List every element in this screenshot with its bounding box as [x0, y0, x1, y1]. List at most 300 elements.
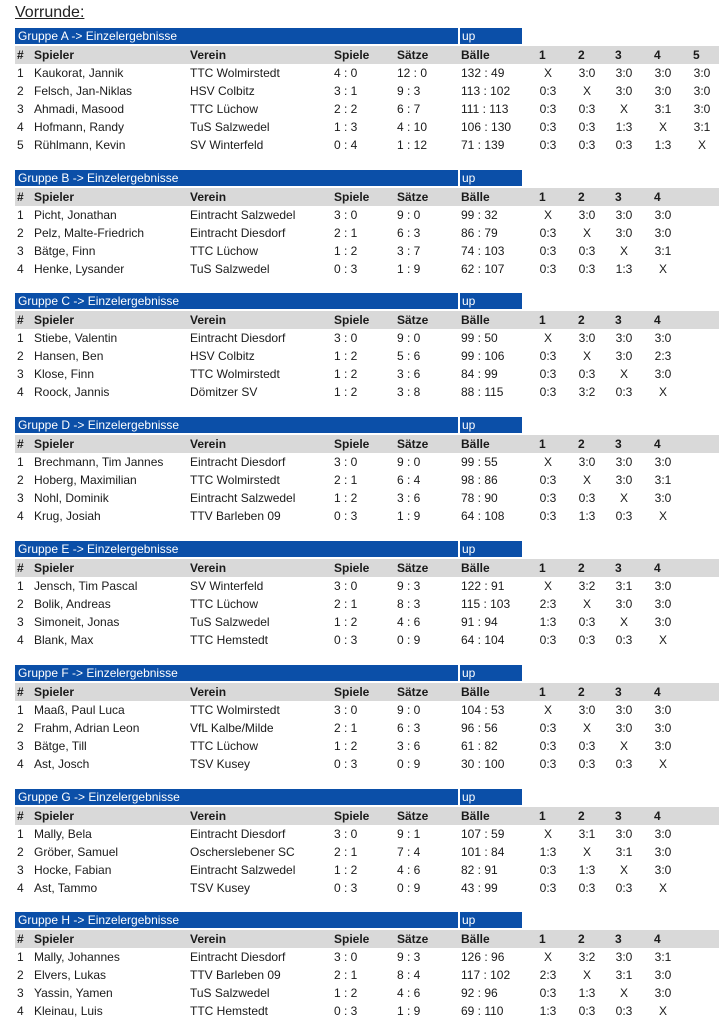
match-result: X — [582, 845, 591, 859]
rank: 2 — [17, 597, 24, 611]
match-result: 0:3 — [578, 881, 596, 895]
club-name: TTC Hemstedt — [190, 1004, 269, 1018]
sets-score: 3 : 8 — [397, 385, 421, 399]
club-name: HSV Colbitz — [190, 84, 255, 98]
match-result: 0:3 — [539, 881, 557, 895]
col-header-balls: Bälle — [461, 48, 490, 62]
match-result: X — [658, 881, 667, 895]
balls-score: 107 : 59 — [461, 827, 505, 841]
match-result: 3:0 — [615, 597, 633, 611]
rank: 2 — [17, 473, 24, 487]
sets-score: 4 : 6 — [397, 615, 421, 629]
player-name: Krug, Josiah — [34, 509, 101, 523]
sets-score: 4 : 6 — [397, 863, 421, 877]
match-result: 3:0 — [615, 455, 633, 469]
games-score: 4 : 0 — [334, 66, 358, 80]
match-result: 0:3 — [578, 367, 596, 381]
match-result: 3:0 — [654, 827, 672, 841]
match-result: 3:0 — [654, 986, 672, 1000]
balls-score: 69 : 110 — [461, 1004, 504, 1018]
match-result: 0:3 — [615, 385, 633, 399]
player-name: Rühlmann, Kevin — [34, 138, 126, 152]
balls-score: 74 : 103 — [461, 244, 505, 258]
balls-score: 99 : 55 — [461, 455, 498, 469]
col-header-games: Spiele — [334, 932, 370, 946]
group-title[interactable]: Gruppe E -> Einzelergebnisse — [15, 541, 458, 557]
sets-score: 9 : 0 — [397, 455, 421, 469]
sets-score: 9 : 3 — [397, 579, 421, 593]
col-header-num: # — [17, 685, 24, 699]
group-header — [15, 912, 719, 928]
balls-score: 99 : 50 — [461, 331, 498, 345]
group-header — [15, 28, 719, 44]
player-name: Hofmann, Randy — [34, 120, 125, 134]
match-result: 3:0 — [654, 597, 672, 611]
match-result: 1:3 — [615, 262, 633, 276]
match-result: 3:0 — [654, 845, 672, 859]
col-header-opponent: 2 — [578, 809, 585, 823]
match-result: 0:3 — [615, 1004, 633, 1018]
match-result: 0:3 — [578, 615, 596, 629]
balls-score: 64 : 104 — [461, 633, 505, 647]
match-result: 3:0 — [654, 455, 672, 469]
club-name: Eintracht Diesdorf — [190, 331, 286, 345]
col-header-club: Verein — [190, 313, 227, 327]
col-header-player: Spieler — [34, 437, 75, 451]
sets-score: 6 : 3 — [397, 226, 421, 240]
col-header-balls: Bälle — [461, 190, 490, 204]
match-result: 0:3 — [578, 138, 596, 152]
col-header-sets: Sätze — [397, 437, 429, 451]
match-result: 3:1 — [615, 845, 633, 859]
sets-score: 4 : 10 — [397, 120, 428, 134]
match-result: 3:0 — [615, 703, 633, 717]
rank: 3 — [17, 615, 24, 629]
col-header-opponent: 1 — [539, 437, 546, 451]
games-score: 1 : 2 — [334, 739, 358, 753]
match-result: 0:3 — [539, 385, 557, 399]
rank: 3 — [17, 739, 24, 753]
balls-score: 132 : 49 — [461, 66, 505, 80]
table-row — [15, 879, 719, 897]
balls-score: 98 : 86 — [461, 473, 498, 487]
col-header-player: Spieler — [34, 48, 75, 62]
balls-score: 62 : 107 — [461, 262, 505, 276]
player-name: Brechmann, Tim Jannes — [34, 455, 164, 469]
col-header-club: Verein — [190, 932, 227, 946]
club-name: TTC Wolmirstedt — [190, 367, 280, 381]
games-score: 0 : 3 — [334, 757, 358, 771]
rank: 4 — [17, 262, 24, 276]
col-header-opponent: 4 — [654, 809, 661, 823]
match-result: 0:3 — [578, 120, 596, 134]
player-name: Elvers, Lukas — [34, 968, 107, 982]
table-row — [15, 242, 719, 260]
table-row — [15, 471, 719, 489]
games-score: 3 : 0 — [334, 331, 358, 345]
col-header-games: Spiele — [334, 809, 370, 823]
match-result: 3:0 — [654, 84, 672, 98]
games-score: 3 : 0 — [334, 703, 358, 717]
balls-score: 104 : 53 — [461, 703, 505, 717]
table-row — [15, 825, 719, 843]
up-link[interactable]: up — [460, 28, 522, 44]
table-row — [15, 966, 719, 984]
sets-score: 9 : 0 — [397, 703, 421, 717]
match-result: 2:3 — [654, 349, 672, 363]
balls-score: 106 : 130 — [461, 120, 512, 134]
games-score: 2 : 1 — [334, 721, 358, 735]
match-result: 0:3 — [539, 262, 557, 276]
group-title[interactable]: Gruppe A -> Einzelergebnisse — [15, 28, 458, 44]
table-row — [15, 82, 719, 100]
sets-score: 1 : 12 — [397, 138, 428, 152]
sets-score: 6 : 4 — [397, 473, 421, 487]
up-link[interactable]: up — [460, 541, 522, 557]
col-header-club: Verein — [190, 809, 227, 823]
match-result: 0:3 — [578, 491, 596, 505]
player-name: Hoberg, Maximilian — [34, 473, 137, 487]
table-header-row — [15, 46, 719, 64]
group-header — [15, 541, 719, 557]
col-header-player: Spieler — [34, 809, 75, 823]
balls-score: 30 : 100 — [461, 757, 505, 771]
table-row — [15, 701, 719, 719]
col-header-sets: Sätze — [397, 313, 429, 327]
table-row — [15, 1002, 719, 1020]
col-header-club: Verein — [190, 561, 227, 575]
match-result: 1:3 — [578, 863, 596, 877]
col-header-num: # — [17, 437, 24, 451]
group-title[interactable]: Gruppe B -> Einzelergebnisse — [15, 170, 458, 186]
match-result: 3:0 — [615, 950, 633, 964]
match-result: 3:0 — [654, 66, 672, 80]
table-row — [15, 365, 719, 383]
col-header-opponent: 1 — [539, 932, 546, 946]
player-name: Ast, Josch — [34, 757, 90, 771]
table-header-row — [15, 435, 719, 453]
table-header-row — [15, 559, 719, 577]
group-table — [15, 912, 719, 1020]
match-result: 1:3 — [539, 1004, 557, 1018]
player-name: Kaukorat, Jannik — [34, 66, 124, 80]
match-result: 3:0 — [578, 455, 596, 469]
col-header-num: # — [17, 190, 24, 204]
col-header-opponent: 3 — [615, 685, 622, 699]
rank: 3 — [17, 367, 24, 381]
group-title[interactable]: Gruppe D -> Einzelergebnisse — [15, 417, 458, 433]
match-result: 0:3 — [539, 120, 557, 134]
col-header-games: Spiele — [334, 437, 370, 451]
col-header-opponent: 3 — [615, 313, 622, 327]
up-link[interactable]: up — [460, 912, 522, 928]
col-header-opponent: 1 — [539, 809, 546, 823]
rank: 4 — [17, 120, 24, 134]
up-link[interactable]: up — [460, 170, 522, 186]
player-name: Bätge, Finn — [34, 244, 96, 258]
rank: 2 — [17, 968, 24, 982]
rank: 1 — [17, 950, 24, 964]
rank: 3 — [17, 102, 24, 116]
col-header-opponent: 1 — [539, 190, 546, 204]
match-result: 3:0 — [578, 208, 596, 222]
match-result: X — [658, 1004, 667, 1018]
games-score: 0 : 3 — [334, 262, 358, 276]
col-header-player: Spieler — [34, 685, 75, 699]
balls-score: 61 : 82 — [461, 739, 498, 753]
group-title[interactable]: Gruppe F -> Einzelergebnisse — [15, 665, 458, 681]
rank: 1 — [17, 208, 24, 222]
table-row — [15, 631, 719, 649]
col-header-num: # — [17, 932, 24, 946]
player-name: Ahmadi, Masood — [34, 102, 125, 116]
group-table — [15, 28, 719, 154]
player-name: Hocke, Fabian — [34, 863, 112, 877]
table-row — [15, 984, 719, 1002]
col-header-balls: Bälle — [461, 313, 490, 327]
player-name: Simoneit, Jonas — [34, 615, 120, 629]
match-result: X — [543, 579, 552, 593]
match-result: 0:3 — [539, 102, 557, 116]
rank: 1 — [17, 579, 24, 593]
balls-score: 92 : 96 — [461, 986, 498, 1000]
sets-score: 3 : 6 — [397, 367, 421, 381]
games-score: 0 : 3 — [334, 1004, 358, 1018]
match-result: 1:3 — [539, 615, 557, 629]
club-name: TuS Salzwedel — [190, 262, 270, 276]
player-name: Bolik, Andreas — [34, 597, 111, 611]
match-result: X — [543, 66, 552, 80]
match-result: 3:1 — [654, 950, 672, 964]
balls-score: 99 : 106 — [461, 349, 505, 363]
balls-score: 88 : 115 — [461, 385, 504, 399]
sets-score: 1 : 9 — [397, 1004, 421, 1018]
match-result: 1:3 — [615, 120, 633, 134]
match-result: X — [582, 968, 591, 982]
match-result: 1:3 — [654, 138, 672, 152]
player-name: Pelz, Malte-Friedrich — [34, 226, 145, 240]
match-result: 0:3 — [539, 244, 557, 258]
player-name: Ast, Tammo — [34, 881, 98, 895]
rank: 2 — [17, 84, 24, 98]
sets-score: 9 : 0 — [397, 208, 421, 222]
sets-score: 8 : 3 — [397, 597, 421, 611]
match-result: 3:0 — [615, 208, 633, 222]
col-header-sets: Sätze — [397, 685, 429, 699]
club-name: TTC Lüchow — [190, 102, 259, 116]
col-header-opponent: 3 — [615, 932, 622, 946]
games-score: 3 : 0 — [334, 208, 358, 222]
club-name: SV Winterfeld — [190, 138, 264, 152]
group-title[interactable]: Gruppe H -> Einzelergebnisse — [15, 912, 458, 928]
balls-score: 111 : 113 — [461, 102, 509, 116]
match-result: 3:0 — [578, 703, 596, 717]
player-name: Gröber, Samuel — [34, 845, 119, 859]
sets-score: 3 : 6 — [397, 491, 421, 505]
sets-score: 9 : 3 — [397, 950, 421, 964]
group-header — [15, 170, 719, 186]
match-result: 3:0 — [615, 349, 633, 363]
col-header-num: # — [17, 809, 24, 823]
sets-score: 4 : 6 — [397, 986, 421, 1000]
match-result: 3:0 — [615, 226, 633, 240]
up-link[interactable]: up — [460, 293, 522, 309]
player-name: Stiebe, Valentin — [34, 331, 118, 345]
games-score: 2 : 2 — [334, 102, 358, 116]
club-name: TTC Wolmirstedt — [190, 703, 280, 717]
match-result: 3:0 — [654, 703, 672, 717]
match-result: 2:3 — [539, 597, 557, 611]
club-name: Eintracht Salzwedel — [190, 863, 296, 877]
match-result: X — [619, 367, 628, 381]
club-name: Eintracht Diesdorf — [190, 455, 286, 469]
player-name: Kleinau, Luis — [34, 1004, 103, 1018]
match-result: 3:1 — [615, 579, 633, 593]
match-result: 3:0 — [654, 615, 672, 629]
games-score: 0 : 4 — [334, 138, 358, 152]
match-result: 0:3 — [539, 986, 557, 1000]
col-header-balls: Bälle — [461, 685, 490, 699]
col-header-opponent: 3 — [615, 48, 622, 62]
col-header-opponent: 4 — [654, 48, 661, 62]
player-name: Maaß, Paul Luca — [34, 703, 125, 717]
club-name: Eintracht Diesdorf — [190, 827, 286, 841]
table-row — [15, 100, 719, 118]
col-header-opponent: 4 — [654, 437, 661, 451]
player-name: Blank, Max — [34, 633, 94, 647]
col-header-opponent: 1 — [539, 313, 546, 327]
match-result: X — [582, 721, 591, 735]
up-link[interactable]: up — [460, 417, 522, 433]
match-result: 0:3 — [539, 509, 557, 523]
match-result: 3:0 — [654, 226, 672, 240]
match-result: 3:1 — [615, 968, 633, 982]
col-header-balls: Bälle — [461, 809, 490, 823]
match-result: 3:0 — [615, 827, 633, 841]
page-title: Vorrunde: — [15, 4, 85, 21]
rank: 2 — [17, 226, 24, 240]
games-score: 1 : 3 — [334, 120, 358, 134]
sets-score: 0 : 9 — [397, 633, 421, 647]
games-score: 3 : 0 — [334, 827, 358, 841]
table-row — [15, 453, 719, 471]
col-header-club: Verein — [190, 48, 227, 62]
group-title[interactable]: Gruppe C -> Einzelergebnisse — [15, 293, 458, 309]
games-score: 2 : 1 — [334, 845, 358, 859]
club-name: Dömitzer SV — [190, 385, 258, 399]
games-score: 3 : 0 — [334, 579, 358, 593]
club-name: TTC Wolmirstedt — [190, 66, 280, 80]
match-result: 0:3 — [539, 739, 557, 753]
player-name: Frahm, Adrian Leon — [34, 721, 140, 735]
col-header-games: Spiele — [334, 561, 370, 575]
match-result: X — [619, 986, 628, 1000]
table-row — [15, 948, 719, 966]
sets-score: 0 : 9 — [397, 757, 421, 771]
col-header-balls: Bälle — [461, 932, 490, 946]
match-result: 0:3 — [578, 739, 596, 753]
group-table — [15, 293, 719, 401]
games-score: 1 : 2 — [334, 615, 358, 629]
table-row — [15, 613, 719, 631]
rank: 4 — [17, 509, 24, 523]
balls-score: 115 : 103 — [461, 597, 511, 611]
games-score: 1 : 2 — [334, 244, 358, 258]
up-link[interactable]: up — [460, 789, 522, 805]
match-result: 3:1 — [654, 473, 672, 487]
col-header-club: Verein — [190, 685, 227, 699]
balls-score: 84 : 99 — [461, 367, 498, 381]
rank: 1 — [17, 455, 24, 469]
match-result: 3:0 — [615, 721, 633, 735]
col-header-opponent: 1 — [539, 561, 546, 575]
group-header — [15, 789, 719, 805]
match-result: X — [619, 491, 628, 505]
match-result: 0:3 — [578, 633, 596, 647]
match-result: 3:0 — [654, 721, 672, 735]
group-title[interactable]: Gruppe G -> Einzelergebnisse — [15, 789, 458, 805]
table-row — [15, 843, 719, 861]
table-row — [15, 595, 719, 613]
match-result: X — [658, 509, 667, 523]
col-header-player: Spieler — [34, 313, 75, 327]
club-name: TTC Lüchow — [190, 244, 259, 258]
col-header-opponent: 3 — [615, 561, 622, 575]
balls-score: 71 : 139 — [461, 138, 505, 152]
rank: 2 — [17, 845, 24, 859]
player-name: Mally, Bela — [34, 827, 92, 841]
group-table — [15, 789, 719, 897]
sets-score: 7 : 4 — [397, 845, 421, 859]
player-name: Hansen, Ben — [34, 349, 104, 363]
sets-score: 3 : 7 — [397, 244, 421, 258]
col-header-opponent: 2 — [578, 561, 585, 575]
group-header — [15, 417, 719, 433]
rank: 4 — [17, 385, 24, 399]
match-result: 1:3 — [578, 986, 596, 1000]
balls-score: 82 : 91 — [461, 863, 498, 877]
col-header-opponent: 4 — [654, 685, 661, 699]
games-score: 0 : 3 — [334, 881, 358, 895]
match-result: 3:0 — [654, 579, 672, 593]
table-row — [15, 737, 719, 755]
match-result: 1:3 — [578, 509, 596, 523]
balls-score: 78 : 90 — [461, 491, 498, 505]
match-result: X — [658, 262, 667, 276]
col-header-sets: Sätze — [397, 932, 429, 946]
rank: 4 — [17, 881, 24, 895]
up-link[interactable]: up — [460, 665, 522, 681]
club-name: Oscherslebener SC — [190, 845, 295, 859]
match-result: 3:0 — [654, 208, 672, 222]
match-result: 0:3 — [615, 138, 633, 152]
match-result: 0:3 — [539, 84, 557, 98]
sets-score: 6 : 3 — [397, 721, 421, 735]
player-name: Picht, Jonathan — [34, 208, 117, 222]
balls-score: 86 : 79 — [461, 226, 498, 240]
match-result: 3:0 — [693, 84, 711, 98]
col-header-num: # — [17, 313, 24, 327]
col-header-balls: Bälle — [461, 437, 490, 451]
player-name: Yassin, Yamen — [34, 986, 113, 1000]
table-header-row — [15, 311, 719, 329]
match-result: 3:0 — [654, 491, 672, 505]
match-result: X — [543, 950, 552, 964]
col-header-opponent: 2 — [578, 313, 585, 327]
player-name: Mally, Johannes — [34, 950, 120, 964]
match-result: 0:3 — [539, 367, 557, 381]
match-result: 0:3 — [578, 244, 596, 258]
